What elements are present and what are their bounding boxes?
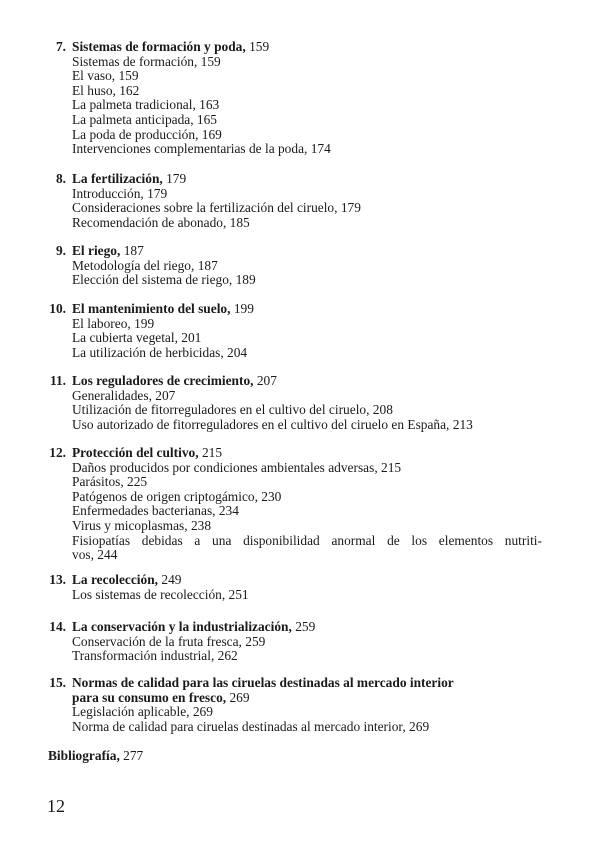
chapter-number: 13. [49,572,66,587]
section-entry: Elección del sistema de riego, 189 [72,272,256,288]
section-entry: Norma de calidad para ciruelas destinadas al mercado interior, 269 [72,718,430,734]
section-entry: Intervenciones complementarias de la poda, 174 [72,141,331,157]
section-entry: vos, 244 [72,547,118,563]
section-entry: Legislación aplicable, 269 [72,704,213,720]
section-entry: La palmeta anticipada, 165 [72,111,218,127]
chapter-page: 207 [256,373,277,388]
section-row [0,490,600,505]
chapter-title-row [0,40,600,55]
section-entry: La cubierta vegetal, 201 [72,330,202,346]
chapter-10 [0,302,600,360]
chapter-title-text: La conservación y la industrialización, [72,619,292,634]
section-row [0,317,600,332]
chapter-page: 249 [161,572,182,587]
chapter-title-text: El mantenimiento del suelo, [72,301,231,316]
section-entry: Patógenos de origen criptogámico, 230 [72,488,282,504]
section-entry: El laboreo, 199 [72,315,155,331]
chapter-8 [0,172,600,230]
section-entry: La poda de producción, 169 [72,126,222,142]
bibliography-label: Bibliografía, [48,748,120,763]
chapter-title-row [0,374,600,389]
section-row [0,259,600,274]
chapter-number: 10. [49,301,66,316]
section-row [0,113,600,128]
section-row [0,720,600,735]
section-row [0,635,600,650]
section-row [0,504,600,519]
chapter-title-text: La recolección, [72,572,159,587]
section-row [0,705,600,720]
chapter-12 [0,446,600,563]
chapter-title [72,573,181,588]
section-row [0,403,600,418]
section-row [0,461,600,476]
section-row [0,98,600,113]
section-entry: Recomendación de abonado, 185 [72,214,250,230]
section-entry: Introducción, 179 [72,185,168,201]
chapter-title [72,691,250,706]
section-entry: El huso, 162 [72,82,140,98]
chapter-title-row [0,302,600,317]
chapter-number: 15. [49,675,66,690]
section-row [0,128,600,143]
section-entry: Utilización de fitorreguladores en el cultivo del ciruelo, 208 [72,402,393,418]
section-entry: Los sistemas de recolección, 251 [72,586,249,602]
section-entry: Generalidades, 207 [72,387,176,403]
chapter-title [72,620,315,635]
section-entry: Enfermedades bacterianas, 234 [72,503,239,519]
chapter-title-row [0,676,600,691]
chapter-title-text: El riego, [72,243,121,258]
bibliography-page: 277 [123,748,144,763]
section-row [0,187,600,202]
section-row [0,418,600,433]
chapter-title-text: para su consumo en fresco, [72,689,227,705]
section-entry: Daños producidos por condiciones ambientales adversas, 215 [72,459,402,475]
section-row [0,84,600,99]
section-row [0,649,600,664]
chapter-number: 9. [55,243,66,258]
chapter-title [72,446,222,461]
chapter-title [72,40,269,55]
section-row [0,534,600,549]
bibliography-entry [48,749,143,764]
section-row [0,588,600,603]
chapter-page: 199 [233,301,254,316]
section-entry: Parásitos, 225 [72,474,148,490]
chapter-title-row [0,573,600,588]
section-row [0,69,600,84]
chapter-title-text: Normas de calidad para las ciruelas destinadas al mercado interior [72,675,454,690]
chapter-title-text: Protección del cultivo, [72,445,199,460]
chapter-page: 215 [201,445,223,460]
chapter-title-row [0,244,600,259]
chapter-page: 159 [249,39,270,54]
section-row [0,346,600,361]
chapter-title-row [0,172,600,187]
chapter-number: 14. [49,619,66,634]
chapter-14 [0,620,600,664]
section-row [0,519,600,534]
chapter-title-row [0,446,600,461]
section-row [0,548,600,563]
section-entry: Uso autorizado de fitorreguladores en el cultivo del ciruelo en España, 213 [72,416,473,432]
section-entry: La palmeta tradicional, 163 [72,97,220,113]
chapter-15 [0,676,600,734]
chapter-9 [0,244,600,288]
chapter-page: 179 [166,171,187,186]
section-row [0,475,600,490]
chapter-title [72,374,277,389]
chapter-title [72,302,254,317]
section-entry: Sistemas de formación, 159 [72,53,221,69]
section-entry: Conservación de la fruta fresca, 259 [72,633,266,649]
chapter-title-row [0,620,600,635]
chapter-title [72,676,454,691]
chapter-7 [0,40,600,157]
chapter-number: 12. [49,445,66,460]
chapter-title-text: Sistemas de formación y poda, [72,39,246,54]
chapter-page: 187 [123,243,144,258]
section-row [0,201,600,216]
chapter-title-text: Los reguladores de crecimiento, [72,373,254,388]
section-row [0,331,600,346]
chapter-number: 8. [55,171,66,186]
section-entry: La utilización de herbicidas, 204 [72,344,248,360]
section-row [0,55,600,70]
chapter-number: 11. [50,373,66,388]
section-row [0,216,600,231]
chapter-11 [0,374,600,432]
chapter-title-text: La fertilización, [72,171,163,186]
section-entry: Transformación industrial, 262 [72,648,238,664]
section-row [0,273,600,288]
section-entry: Consideraciones sobre la fertilización del ciruelo, 179 [72,200,361,216]
page-number: 12 [47,796,65,816]
chapter-page: 259 [295,619,316,634]
section-entry: Virus y micoplasmas, 238 [72,517,212,533]
section-row [0,389,600,404]
chapter-title-row [0,691,600,706]
section-entry: Fisiopatías debidas a una disponibilidad anormal de los elementos nutriti- [72,532,542,548]
section-entry: Metodología del riego, 187 [72,257,218,273]
chapter-title [72,172,186,187]
chapter-number: 7. [55,39,66,54]
chapter-title [72,244,144,259]
section-entry: El vaso, 159 [72,68,139,84]
chapter-13 [0,573,600,602]
section-row [0,142,600,157]
chapter-page: 269 [229,689,250,705]
